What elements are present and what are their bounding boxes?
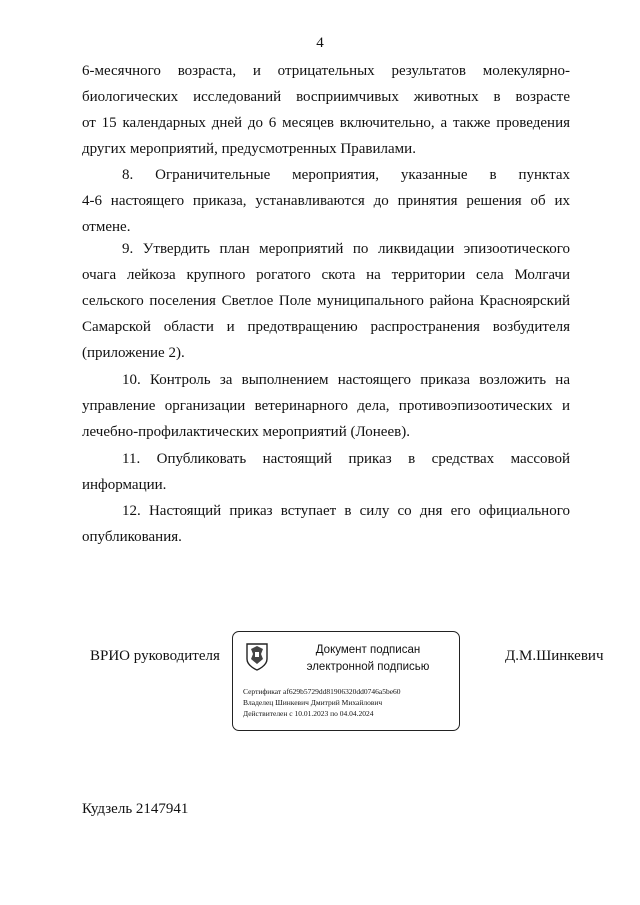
text-line: 9. Утвердить план мероприятий по ликвидации эпизоотического — [122, 241, 570, 257]
text-line: Самарской области и предотвращению распространения возбудителя — [82, 319, 570, 335]
text-line: опубликования. — [82, 529, 182, 545]
text-line: 4-6 настоящего приказа, устанавливаются до принятия решения об их — [82, 193, 570, 209]
paragraph-item-10 — [82, 367, 570, 445]
paragraph-item-8 — [82, 162, 570, 240]
text-line: лечебно-профилактических мероприятий (Лонеев). — [82, 424, 410, 440]
text-line: сельского поселения Светлое Поле муниципального района Красноярский — [82, 293, 570, 309]
text-line: 11. Опубликовать настоящий приказ в средствах массовой — [122, 451, 570, 467]
stamp-title-line: электронной подписью — [306, 661, 430, 673]
text-line: 8. Ограничительные мероприятия, указанные в пунктах — [122, 167, 570, 183]
text-line: управление организации ветеринарного дела, противоэпизоотических и — [82, 398, 570, 414]
page-number: 4 — [316, 35, 324, 51]
paragraph-item-12 — [82, 498, 570, 550]
text-line: отмене. — [82, 219, 131, 235]
text-line: (приложение 2). — [82, 345, 185, 361]
paragraph-item-11 — [82, 446, 570, 498]
text-line: 6-месячного возраста, и отрицательных результатов молекулярно- — [82, 63, 570, 79]
footer-author: Кудзель 2147941 — [82, 801, 189, 817]
stamp-owner: Владелец Шинкевич Дмитрий Михайлович — [243, 698, 383, 707]
text-line: очага лейкоза крупного рогатого скота на территории села Молгачи — [82, 267, 570, 283]
stamp-title — [283, 642, 453, 676]
text-line: информации. — [82, 477, 167, 493]
text-line: других мероприятий, предусмотренных Правилами. — [82, 141, 416, 157]
signature-role: ВРИО руководителя — [90, 648, 220, 664]
text-line: биологических исследований восприимчивых животных в возрасте — [82, 89, 570, 105]
paragraph-item-9 — [82, 236, 570, 366]
text-line: от 15 календарных дней до 6 месяцев включительно, а также проведения — [82, 115, 570, 131]
signature-name: Д.М.Шинкевич — [505, 648, 604, 664]
stamp-details — [243, 686, 455, 719]
coat-of-arms-icon — [245, 642, 269, 672]
paragraph-continuation — [82, 58, 570, 162]
text-line: 10. Контроль за выполнением настоящего приказа возложить на — [122, 372, 570, 388]
electronic-signature-stamp — [232, 631, 460, 731]
text-line: 12. Настоящий приказ вступает в силу со дня его официального — [122, 503, 570, 519]
stamp-title-line: Документ подписан — [315, 644, 421, 656]
stamp-validity: Действителен с 10.01.2023 по 04.04.2024 — [243, 709, 374, 718]
stamp-certificate: Сертификат af629b5729dd81906320dd0746a5be60 — [243, 687, 401, 696]
